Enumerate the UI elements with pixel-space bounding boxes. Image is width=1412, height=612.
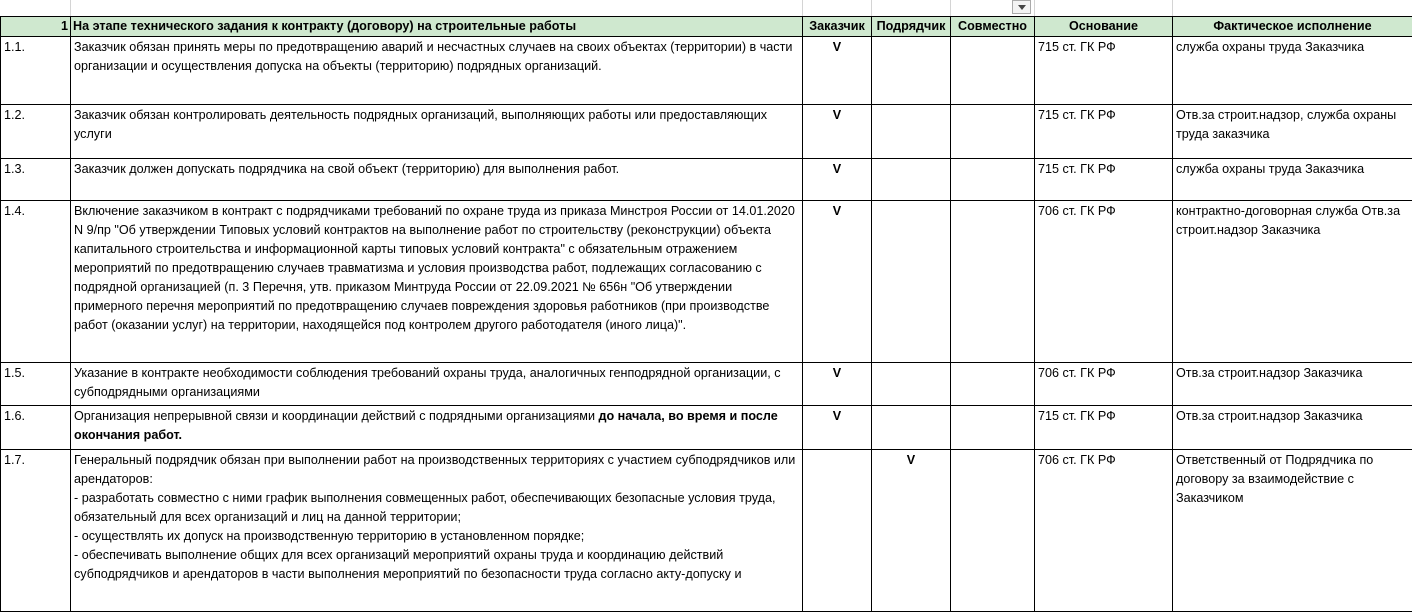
gridline <box>802 0 803 16</box>
cell-contractor[interactable]: V <box>872 450 951 612</box>
cell-customer[interactable]: V <box>803 37 872 105</box>
header-cell-title[interactable]: На этапе технического задания к контракту (договору) на строительные работы <box>71 17 803 37</box>
cell-joint[interactable] <box>951 406 1035 450</box>
cell-customer[interactable]: V <box>803 363 872 406</box>
chevron-down-icon <box>1018 5 1026 10</box>
cell-actual[interactable]: служба охраны труда Заказчика <box>1173 37 1412 105</box>
cell-basis[interactable]: 715 ст. ГК РФ <box>1035 406 1173 450</box>
cell-num[interactable]: 1.2. <box>1 105 71 159</box>
cell-customer[interactable]: V <box>803 201 872 363</box>
cell-num[interactable]: 1.6. <box>1 406 71 450</box>
gridline <box>1172 0 1173 16</box>
cell-contractor[interactable] <box>872 201 951 363</box>
cell-customer[interactable]: V <box>803 159 872 201</box>
description-line: Генеральный подрядчик обязан при выполнении работ на производственных территориях с участием субподрядчиков или арендаторов: <box>74 451 799 489</box>
header-cell-contractor[interactable]: Подрядчик <box>872 17 951 37</box>
cell-num[interactable]: 1.7. <box>1 450 71 612</box>
table-row <box>1 159 1412 201</box>
cell-joint[interactable] <box>951 37 1035 105</box>
cell-customer[interactable] <box>803 450 872 612</box>
header-cell-customer[interactable]: Заказчик <box>803 17 872 37</box>
gridline <box>1034 0 1035 16</box>
cell-customer[interactable]: V <box>803 105 872 159</box>
filter-dropdown-button[interactable] <box>1012 0 1031 14</box>
table-row <box>1 406 1412 450</box>
cell-contractor[interactable] <box>872 159 951 201</box>
cell-actual[interactable]: служба охраны труда Заказчика <box>1173 159 1412 201</box>
table-row <box>1 450 1412 612</box>
header-cell-actual[interactable]: Фактическое исполнение <box>1173 17 1412 37</box>
sheet-top-strip <box>0 0 1412 16</box>
cell-contractor[interactable] <box>872 363 951 406</box>
cell-basis[interactable]: 715 ст. ГК РФ <box>1035 37 1173 105</box>
cell-customer[interactable]: V <box>803 406 872 450</box>
header-cell-joint[interactable]: Совместно <box>951 17 1035 37</box>
description-bold-text: до начала, во время и после окончания работ. <box>74 409 778 442</box>
table-row <box>1 37 1412 105</box>
cell-description[interactable] <box>71 406 803 450</box>
cell-joint[interactable] <box>951 363 1035 406</box>
gridline <box>70 0 71 16</box>
header-cell-basis[interactable]: Основание <box>1035 17 1173 37</box>
cell-description[interactable]: Заказчик обязан принять меры по предотвращению аварий и несчастных случаев на своих объектах (территории) в части организации и осуществления допуска на объекты (территорию) подрядных организаций. <box>71 37 803 105</box>
cell-contractor[interactable] <box>872 105 951 159</box>
cell-num[interactable]: 1.3. <box>1 159 71 201</box>
cell-basis[interactable]: 706 ст. ГК РФ <box>1035 450 1173 612</box>
cell-contractor[interactable] <box>872 37 951 105</box>
description-text: Организация непрерывной связи и координации действий с подрядными организациями <box>74 409 598 423</box>
cell-joint[interactable] <box>951 159 1035 201</box>
description-line: - обеспечивать выполнение общих для всех организаций мероприятий охраны труда и координацию действий субподрядчиков и арендаторов в части выполнения мероприятий по безопасности труда согласно акту-допуску и <box>74 546 799 584</box>
cell-joint[interactable] <box>951 450 1035 612</box>
cell-actual[interactable]: Отв.за строит.надзор Заказчика <box>1173 406 1412 450</box>
cell-joint[interactable] <box>951 105 1035 159</box>
gridline <box>950 0 951 16</box>
description-line: - осуществлять их допуск на производственную территорию в установленном порядке; <box>74 527 799 546</box>
cell-description[interactable]: Включение заказчиком в контракт с подрядчиками требований по охране труда из приказа Минстроя России от 14.01.2020 N 9/пр "Об утверждении Типовых условий контрактов на выполнение работ по строительству (реконструкции) объекта капитального строительства и информационной карты типовых условий контракта" с обязательным отражением мероприятий по предотвращению случаев травматизма и условия производства работ, подлежащих согласованию с подрядной организацией (п. 3 Перечня, утв. приказом Минтруда России от 22.09.2021 № 656н "Об утверждении примерного перечня мероприятий по предотвращению случаев повреждения здоровья работников (при производстве работ (оказании услуг) на территории, находящейся под контролем другого работодателя (иного лица)". <box>71 201 803 363</box>
cell-num[interactable]: 1.4. <box>1 201 71 363</box>
cell-description[interactable]: Заказчик должен допускать подрядчика на свой объект (территорию) для выполнения работ. <box>71 159 803 201</box>
cell-actual[interactable]: контрактно-договорная служба Отв.за строит.надзор Заказчика <box>1173 201 1412 363</box>
gridline <box>871 0 872 16</box>
cell-description[interactable]: Заказчик обязан контролировать деятельность подрядных организаций, выполняющих работы или предоставляющих услуги <box>71 105 803 159</box>
header-cell-num[interactable]: 1 <box>1 17 71 37</box>
cell-actual[interactable]: Отв.за строит.надзор, служба охраны труда заказчика <box>1173 105 1412 159</box>
cell-basis[interactable]: 715 ст. ГК РФ <box>1035 159 1173 201</box>
cell-num[interactable]: 1.5. <box>1 363 71 406</box>
cell-num[interactable]: 1.1. <box>1 37 71 105</box>
cell-contractor[interactable] <box>872 406 951 450</box>
cell-joint[interactable] <box>951 201 1035 363</box>
cell-actual[interactable]: Ответственный от Подрядчика по договору за взаимодействие с Заказчиком <box>1173 450 1412 612</box>
header-row <box>1 17 1412 37</box>
table-row <box>1 201 1412 363</box>
cell-basis[interactable]: 715 ст. ГК РФ <box>1035 105 1173 159</box>
description-line: - разработать совместно с ними график выполнения совмещенных работ, обеспечивающих безопасные условия труда, обязательный для всех организаций и лиц на данной территории; <box>74 489 799 527</box>
cell-basis[interactable]: 706 ст. ГК РФ <box>1035 201 1173 363</box>
table-row <box>1 105 1412 159</box>
spreadsheet-table <box>0 16 1412 612</box>
table-row <box>1 363 1412 406</box>
cell-description[interactable]: Указание в контракте необходимости соблюдения требований охраны труда, аналогичных генподрядной организации, с субподрядными организациями <box>71 363 803 406</box>
cell-description[interactable] <box>71 450 803 612</box>
cell-actual[interactable]: Отв.за строит.надзор Заказчика <box>1173 363 1412 406</box>
cell-basis[interactable]: 706 ст. ГК РФ <box>1035 363 1173 406</box>
